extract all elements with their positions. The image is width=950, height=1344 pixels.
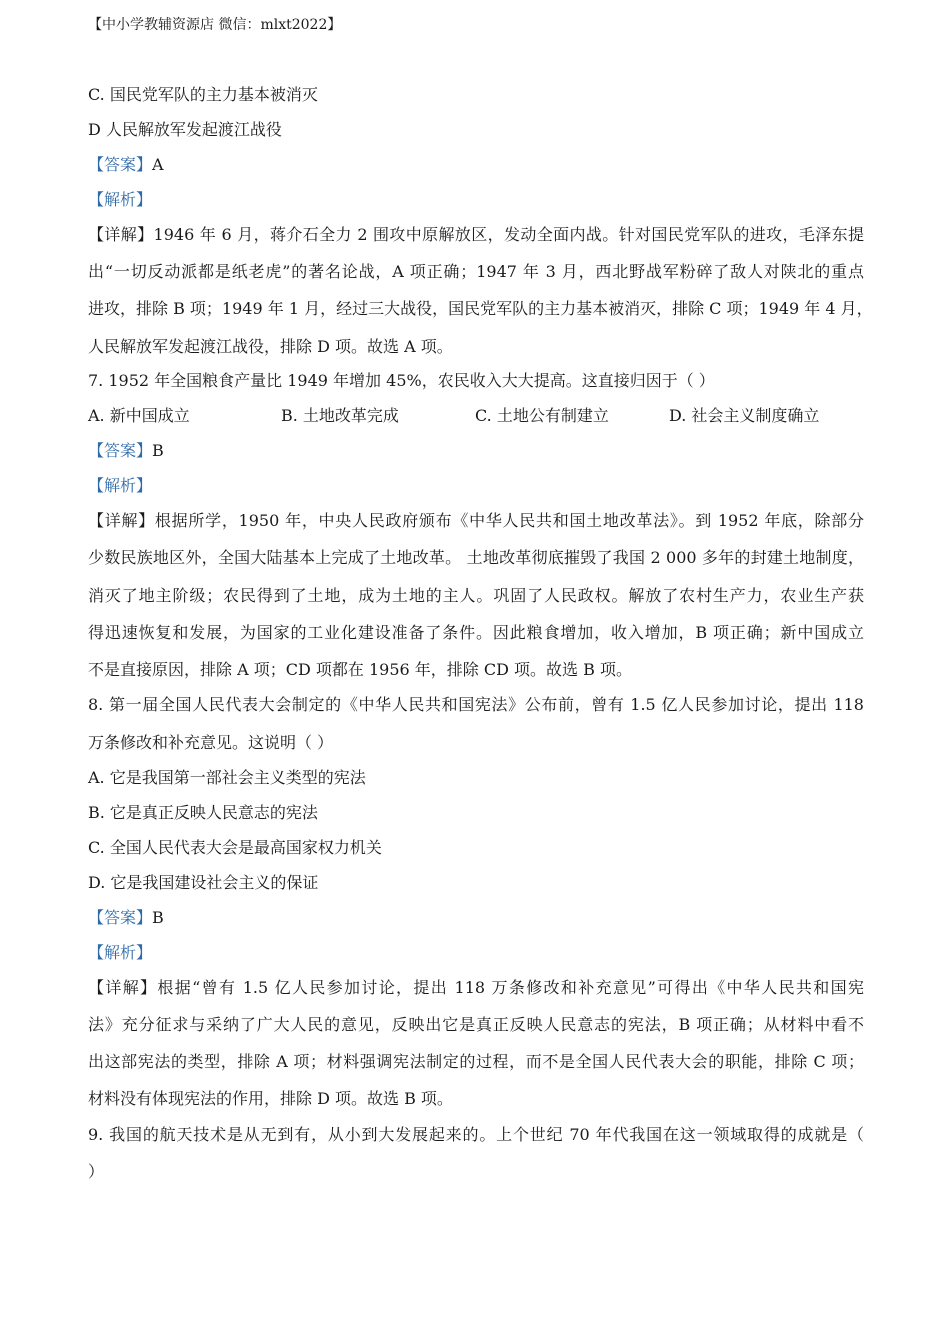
- q7-detail-line-2: 少数民族地区外，全国大陆基本上完成了土地改革。 土地改革彻底摧毁了我国 2 000 多年的封建土地制度，: [88, 548, 864, 567]
- q7-stem: 7. 1952 年全国粮食产量比 1949 年增加 45%，农民收入大大提高。这直接归因于（ ）: [88, 371, 715, 390]
- q6-option-c: C. 国民党军队的主力基本被消灭: [88, 85, 318, 104]
- q8-stem-line-2: 万条修改和补充意见。这说明（ ）: [88, 733, 334, 752]
- q7-detail-line-4: 得迅速恢复和发展，为国家的工业化建设准备了条件。因此粮食增加，收入增加，B 项正确；新中国成立: [88, 623, 864, 642]
- q6-detail-line-2: 出“一切反动派都是纸老虎”的著名论战，A 项正确；1947 年 3 月，西北野战军粉碎了敌人对陕北的重点: [88, 262, 864, 281]
- q7-option-c: C. 土地公有制建立: [475, 406, 609, 425]
- answer-tag: 【答案】: [88, 155, 153, 174]
- answer-tag: 【答案】: [88, 441, 153, 460]
- detail-tag: 【详解】: [88, 225, 154, 244]
- q9-stem-line-1: 9. 我国的航天技术是从无到有，从小到大发展起来的。上个世纪 70 年代我国在这一领域取得的成就是（: [88, 1125, 864, 1144]
- q7-detail-line-5: 不是直接原因，排除 A 项；CD 项都在 1956 年，排除 CD 项。故选 B 项。: [88, 660, 632, 679]
- q7-detail-line-1: [88, 508, 864, 531]
- q7-answer: [88, 438, 164, 461]
- q6-option-d: D 人民解放军发起渡江战役: [88, 120, 282, 139]
- detail-text: 1946 年 6 月，蒋介石全力 2 围攻中原解放区，发动全面内战。针对国民党军队的进攻，毛泽东提: [153, 225, 864, 244]
- q6-detail-line-4: 人民解放军发起渡江战役，排除 D 项。故选 A 项。: [88, 337, 453, 356]
- q8-detail-line-3: 出这部宪法的类型，排除 A 项；材料强调宪法制定的过程，而不是全国人民代表大会的职能，排除 C 项；: [88, 1052, 864, 1071]
- q6-detail-line-3: 进攻，排除 B 项；1949 年 1 月，经过三大战役，国民党军队的主力基本被消灭，排除 C 项；1949 年 4 月，: [88, 299, 873, 318]
- q8-option-d: D. 它是我国建设社会主义的保证: [88, 873, 319, 892]
- detail-tag: 【详解】: [88, 511, 155, 530]
- q8-option-a: A. 它是我国第一部社会主义类型的宪法: [88, 768, 366, 787]
- q6-detail-line-1: [88, 222, 864, 245]
- answer-value: B: [152, 441, 164, 460]
- q8-answer: [88, 905, 164, 928]
- detail-tag: 【详解】: [88, 978, 158, 997]
- q6-analysis-tag: 【解析】: [88, 190, 153, 209]
- q7-option-b: B. 土地改革完成: [281, 406, 399, 425]
- q7-option-a: A. 新中国成立: [88, 406, 190, 425]
- detail-text: 根据“曾有 1.5 亿人民参加讨论，提出 118 万条修改和补充意见”可得出《中华人民共和国宪: [157, 978, 864, 997]
- q7-detail-line-3: 消灭了地主阶级；农民得到了土地，成为土地的主人。巩固了人民政权。解放了农村生产力，农业生产获: [88, 586, 864, 605]
- q8-analysis-tag: 【解析】: [88, 943, 153, 962]
- q7-option-d: D. 社会主义制度确立: [669, 406, 820, 425]
- q8-detail-line-2: 法》充分征求与采纳了广大人民的意见，反映出它是真正反映人民意志的宪法，B 项正确；从材料中看不: [88, 1015, 864, 1034]
- page-header: 【中小学教辅资源店 微信：mlxt2022】: [88, 17, 342, 33]
- answer-tag: 【答案】: [88, 908, 153, 927]
- detail-text: 根据所学，1950 年，中央人民政府颁布《中华人民共和国土地改革法》。到 1952 年底，除部分: [154, 511, 864, 530]
- q8-detail-line-4: 材料没有体现宪法的作用，排除 D 项。故选 B 项。: [88, 1089, 453, 1108]
- q7-analysis-tag: 【解析】: [88, 476, 153, 495]
- q6-answer: [88, 152, 164, 175]
- q8-option-b: B. 它是真正反映人民意志的宪法: [88, 803, 318, 822]
- q8-detail-line-1: [88, 975, 864, 998]
- q8-stem-line-1: 8. 第一届全国人民代表大会制定的《中华人民共和国宪法》公布前，曾有 1.5 亿人民参加讨论，提出 118: [88, 695, 864, 714]
- answer-value: A: [152, 155, 164, 174]
- q8-option-c: C. 全国人民代表大会是最高国家权力机关: [88, 838, 382, 857]
- q9-stem-line-2: ）: [88, 1162, 105, 1181]
- answer-value: B: [152, 908, 164, 927]
